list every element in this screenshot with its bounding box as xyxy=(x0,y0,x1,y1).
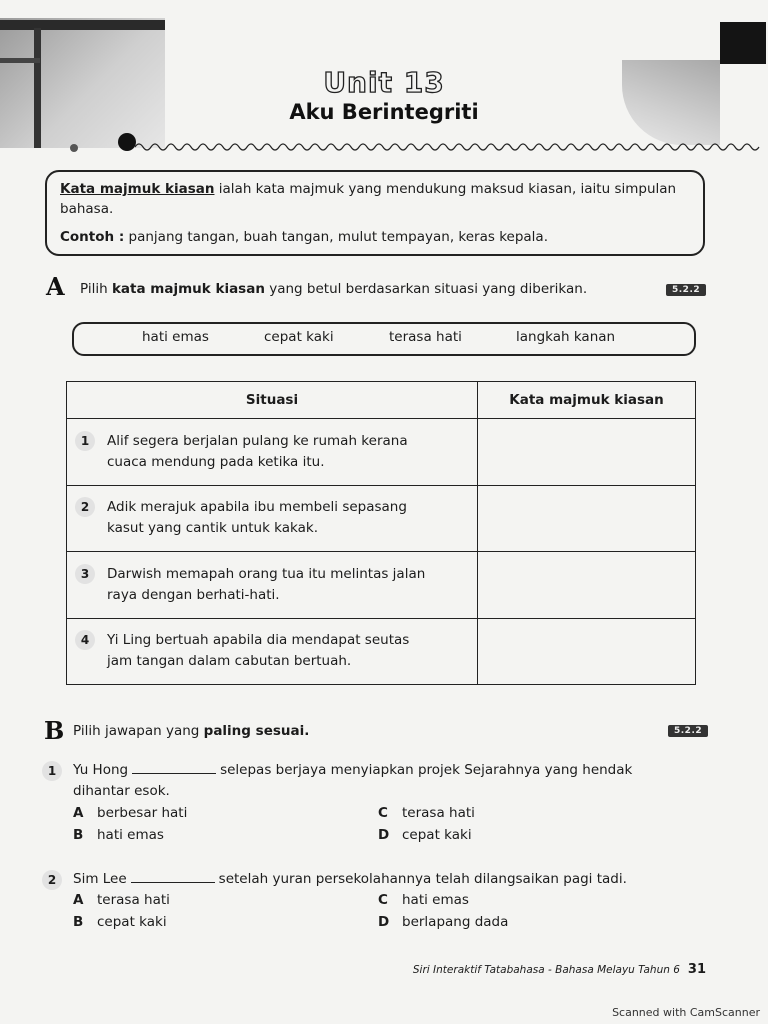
example-label: Contoh : xyxy=(60,229,125,245)
option-text: berlapang dada xyxy=(402,914,509,930)
skill-code-badge: 5.2.2 xyxy=(668,725,708,737)
example-line xyxy=(60,229,548,245)
scanner-watermark: Scanned with CamScanner xyxy=(612,1006,760,1019)
column-header: Kata majmuk kiasan xyxy=(478,382,696,419)
definition-text xyxy=(60,179,700,219)
answer-cell[interactable] xyxy=(478,618,696,685)
option-text: berbesar hati xyxy=(97,805,188,821)
word-choice: hati emas xyxy=(142,329,209,345)
option-text: hati emas xyxy=(97,827,164,843)
option-letter: B xyxy=(73,827,84,843)
table-row xyxy=(67,419,696,486)
situation-table xyxy=(66,381,696,685)
corner-bar xyxy=(0,20,165,30)
column-header: Situasi xyxy=(67,382,478,419)
situation-text: jam tangan dalam cabutan bertuah. xyxy=(107,653,352,670)
option[interactable] xyxy=(378,892,469,908)
table-header-row xyxy=(67,382,696,419)
situation-text: cuaca mendung pada ketika itu. xyxy=(107,453,325,470)
option-letter: C xyxy=(378,805,388,821)
instruction-text: Pilih xyxy=(80,281,108,297)
instruction-bold: kata majmuk kiasan xyxy=(111,281,265,297)
section-b-letter: B xyxy=(44,716,65,745)
option-text: cepat kaki xyxy=(97,914,167,930)
situation-text: Yi Ling bertuah apabila dia mendapat seutas xyxy=(107,632,410,649)
table-row xyxy=(67,618,696,685)
question-number: 3 xyxy=(75,564,95,584)
answer-cell[interactable] xyxy=(478,485,696,552)
question-body: setelah yuran persekolahannya telah dilangsaikan pagi tadi. xyxy=(218,871,627,887)
question-number: 4 xyxy=(75,630,95,650)
option-letter: A xyxy=(73,892,84,908)
option-letter: D xyxy=(378,827,390,843)
section-a-instruction xyxy=(80,281,587,297)
situation-text: Alif segera berjalan pulang ke rumah kerana xyxy=(107,432,408,449)
situation-cell xyxy=(67,419,478,486)
section-b-instruction xyxy=(73,723,309,739)
example-text: panjang tangan, buah tangan, mulut tempayan, keras kepala. xyxy=(128,229,549,245)
corner-line xyxy=(0,58,40,63)
option-letter: C xyxy=(378,892,388,908)
situation-cell xyxy=(67,618,478,685)
question-subject: Yu Hong xyxy=(73,762,129,778)
situation-cell xyxy=(67,485,478,552)
question-number: 1 xyxy=(42,761,62,781)
question-continuation: dihantar esok. xyxy=(73,783,170,799)
option[interactable] xyxy=(73,827,164,843)
option[interactable] xyxy=(378,827,472,843)
page-number: 31 xyxy=(687,962,706,977)
table-row xyxy=(67,552,696,619)
series-title: Siri Interaktif Tatabahasa - Bahasa Melayu Tahun 6 xyxy=(412,964,680,976)
page-footer xyxy=(413,962,706,977)
word-choice: terasa hati xyxy=(389,329,462,345)
question-number: 2 xyxy=(42,870,62,890)
word-choice: cepat kaki xyxy=(264,329,334,345)
instruction-bold: paling sesuai. xyxy=(203,723,310,739)
situation-text: raya dengan berhati-hati. xyxy=(107,586,280,603)
option[interactable] xyxy=(73,892,170,908)
option[interactable] xyxy=(73,914,167,930)
option-letter: B xyxy=(73,914,84,930)
instruction-text: yang betul berdasarkan situasi yang diberikan. xyxy=(269,281,588,297)
wave-divider xyxy=(135,140,765,154)
bullet-dot xyxy=(70,144,78,152)
question-subject: Sim Lee xyxy=(73,871,127,887)
corner-square xyxy=(720,22,766,64)
answer-blank[interactable] xyxy=(132,763,216,774)
option[interactable] xyxy=(378,805,475,821)
question-number: 2 xyxy=(75,497,95,517)
situation-text: kasut yang cantik untuk kakak. xyxy=(107,520,318,537)
word-choice: langkah kanan xyxy=(516,329,616,345)
definition-term: Kata majmuk kiasan xyxy=(60,181,215,197)
answer-cell[interactable] xyxy=(478,552,696,619)
situation-text: Darwish memapah orang tua itu melintas jalan xyxy=(107,565,426,582)
section-a-letter: A xyxy=(46,272,65,301)
option-text: hati emas xyxy=(402,892,469,908)
question-number: 1 xyxy=(75,431,95,451)
question-text xyxy=(73,762,632,778)
page-title: Aku Berintegriti xyxy=(289,100,479,124)
option[interactable] xyxy=(378,914,508,930)
question-text xyxy=(73,871,627,887)
question-body: selepas berjaya menyiapkan projek Sejarahnya yang hendak xyxy=(220,762,633,778)
instruction-text: Pilih jawapan yang xyxy=(73,723,200,739)
option[interactable] xyxy=(73,805,187,821)
situation-cell xyxy=(67,552,478,619)
unit-title: Unit 13 xyxy=(323,66,445,99)
answer-blank[interactable] xyxy=(131,872,215,883)
skill-code-badge: 5.2.2 xyxy=(666,284,706,296)
answer-cell[interactable] xyxy=(478,419,696,486)
option-letter: D xyxy=(378,914,390,930)
table-row xyxy=(67,485,696,552)
option-text: terasa hati xyxy=(402,805,475,821)
bullet-dot xyxy=(118,133,136,151)
situation-text: Adik merajuk apabila ibu membeli sepasang xyxy=(107,499,407,516)
option-text: terasa hati xyxy=(97,892,170,908)
definition-body: ialah kata majmuk yang mendukung maksud kiasan, iaitu simpulan bahasa. xyxy=(60,181,677,217)
option-text: cepat kaki xyxy=(402,827,472,843)
option-letter: A xyxy=(73,805,84,821)
